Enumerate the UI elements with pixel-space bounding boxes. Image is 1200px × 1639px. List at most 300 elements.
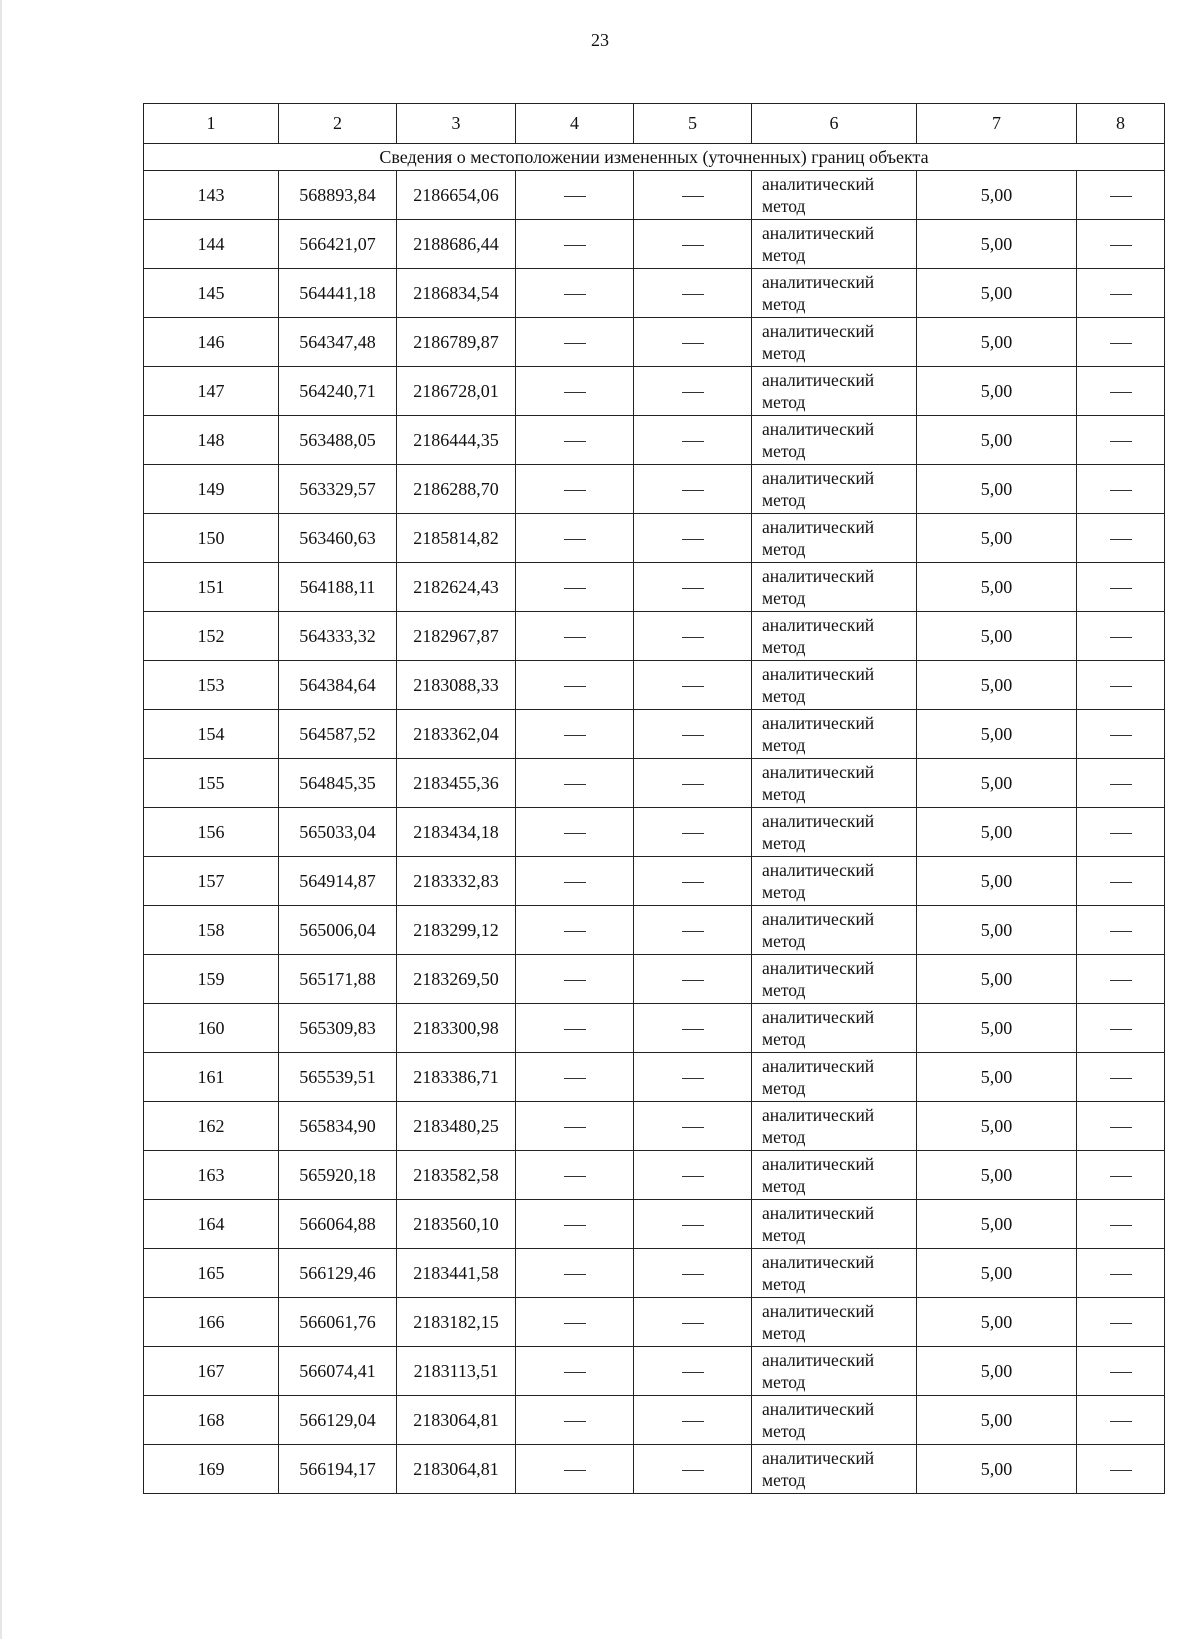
coordinate-y-cell: 2183455,36 [397, 759, 516, 808]
coordinate-x-cell: 568893,84 [279, 171, 397, 220]
column-5-dash-cell [634, 269, 752, 318]
table-row [144, 465, 1165, 514]
point-number-cell: 146 [144, 318, 279, 367]
method-line-2: метод [762, 637, 806, 657]
dash-mark [564, 294, 586, 295]
method-line-1: аналитический [762, 174, 875, 194]
dash-mark [682, 1274, 704, 1275]
accuracy-cell: 5,00 [917, 220, 1077, 269]
column-5-dash-cell [634, 1004, 752, 1053]
method-line-1: аналитический [762, 713, 875, 733]
dash-mark [1110, 686, 1132, 687]
point-number-cell: 158 [144, 906, 279, 955]
dash-mark [564, 1274, 586, 1275]
coordinate-y-cell: 2183182,15 [397, 1298, 516, 1347]
accuracy-cell: 5,00 [917, 269, 1077, 318]
dash-mark [564, 1127, 586, 1128]
coordinate-x-cell: 566421,07 [279, 220, 397, 269]
method-line-2: метод [762, 1470, 806, 1490]
method-cell [752, 710, 917, 759]
method-line-2: метод [762, 833, 806, 853]
column-8-dash-cell [1077, 1396, 1165, 1445]
accuracy-cell: 5,00 [917, 1053, 1077, 1102]
table-row [144, 318, 1165, 367]
coordinate-x-cell: 564347,48 [279, 318, 397, 367]
column-4-dash-cell [516, 906, 634, 955]
method-line-1: аналитический [762, 321, 875, 341]
column-8-dash-cell [1077, 1004, 1165, 1053]
method-line-2: метод [762, 1421, 806, 1441]
point-number-cell: 143 [144, 171, 279, 220]
column-5-dash-cell [634, 1347, 752, 1396]
column-5-dash-cell [634, 759, 752, 808]
column-4-dash-cell [516, 1102, 634, 1151]
method-cell [752, 1151, 917, 1200]
column-header: 7 [917, 104, 1077, 144]
table-row [144, 1445, 1165, 1494]
dash-mark [1110, 833, 1132, 834]
point-number-cell: 166 [144, 1298, 279, 1347]
dash-mark [564, 1029, 586, 1030]
coordinate-y-cell: 2182624,43 [397, 563, 516, 612]
accuracy-cell: 5,00 [917, 1445, 1077, 1494]
dash-mark [1110, 735, 1132, 736]
point-number-cell: 162 [144, 1102, 279, 1151]
accuracy-cell: 5,00 [917, 759, 1077, 808]
accuracy-cell: 5,00 [917, 808, 1077, 857]
table-row [144, 367, 1165, 416]
column-8-dash-cell [1077, 1053, 1165, 1102]
table-row [144, 1200, 1165, 1249]
dash-mark [564, 490, 586, 491]
section-title-row [144, 144, 1165, 171]
column-5-dash-cell [634, 1102, 752, 1151]
column-header: 8 [1077, 104, 1165, 144]
column-5-dash-cell [634, 514, 752, 563]
column-5-dash-cell [634, 1445, 752, 1494]
coordinate-x-cell: 563329,57 [279, 465, 397, 514]
method-cell [752, 759, 917, 808]
coordinate-y-cell: 2183088,33 [397, 661, 516, 710]
coordinate-y-cell: 2186834,54 [397, 269, 516, 318]
dash-mark [564, 588, 586, 589]
coordinate-y-cell: 2186288,70 [397, 465, 516, 514]
coordinate-x-cell: 564914,87 [279, 857, 397, 906]
scan-edge [0, 0, 2, 1639]
column-4-dash-cell [516, 269, 634, 318]
accuracy-cell: 5,00 [917, 1249, 1077, 1298]
table-row [144, 171, 1165, 220]
dash-mark [1110, 441, 1132, 442]
dash-mark [1110, 1029, 1132, 1030]
accuracy-cell: 5,00 [917, 857, 1077, 906]
column-4-dash-cell [516, 710, 634, 759]
coordinate-y-cell: 2182967,87 [397, 612, 516, 661]
dash-mark [682, 882, 704, 883]
point-number-cell: 164 [144, 1200, 279, 1249]
table-row [144, 906, 1165, 955]
dash-mark [564, 686, 586, 687]
column-header: 2 [279, 104, 397, 144]
dash-mark [682, 1470, 704, 1471]
method-line-1: аналитический [762, 615, 875, 635]
method-line-2: метод [762, 343, 806, 363]
column-4-dash-cell [516, 563, 634, 612]
column-4-dash-cell [516, 1004, 634, 1053]
method-line-2: метод [762, 1323, 806, 1343]
dash-mark [564, 1176, 586, 1177]
coordinate-y-cell: 2183480,25 [397, 1102, 516, 1151]
table-row [144, 1151, 1165, 1200]
column-5-dash-cell [634, 1151, 752, 1200]
table-row [144, 612, 1165, 661]
accuracy-cell: 5,00 [917, 612, 1077, 661]
column-8-dash-cell [1077, 465, 1165, 514]
dash-mark [1110, 1274, 1132, 1275]
accuracy-cell: 5,00 [917, 318, 1077, 367]
coordinate-x-cell: 565006,04 [279, 906, 397, 955]
column-4-dash-cell [516, 1151, 634, 1200]
dash-mark [1110, 1127, 1132, 1128]
method-line-1: аналитический [762, 909, 875, 929]
column-4-dash-cell [516, 759, 634, 808]
point-number-cell: 147 [144, 367, 279, 416]
column-4-dash-cell [516, 1298, 634, 1347]
method-line-1: аналитический [762, 1007, 875, 1027]
method-line-2: метод [762, 1078, 806, 1098]
dash-mark [1110, 196, 1132, 197]
dash-mark [564, 980, 586, 981]
column-4-dash-cell [516, 220, 634, 269]
table-row [144, 661, 1165, 710]
dash-mark [1110, 882, 1132, 883]
method-line-2: метод [762, 539, 806, 559]
coordinate-y-cell: 2183560,10 [397, 1200, 516, 1249]
coordinate-y-cell: 2185814,82 [397, 514, 516, 563]
accuracy-cell: 5,00 [917, 955, 1077, 1004]
column-5-dash-cell [634, 1053, 752, 1102]
dash-mark [682, 1029, 704, 1030]
method-cell [752, 269, 917, 318]
dash-mark [564, 735, 586, 736]
column-5-dash-cell [634, 808, 752, 857]
method-cell [752, 1347, 917, 1396]
method-cell [752, 416, 917, 465]
method-cell [752, 171, 917, 220]
dash-mark [682, 1421, 704, 1422]
column-4-dash-cell [516, 1200, 634, 1249]
accuracy-cell: 5,00 [917, 1396, 1077, 1445]
dash-mark [1110, 1372, 1132, 1373]
dash-mark [1110, 637, 1132, 638]
accuracy-cell: 5,00 [917, 416, 1077, 465]
accuracy-cell: 5,00 [917, 1298, 1077, 1347]
accuracy-cell: 5,00 [917, 367, 1077, 416]
method-line-1: аналитический [762, 860, 875, 880]
table-row [144, 220, 1165, 269]
point-number-cell: 156 [144, 808, 279, 857]
method-line-2: метод [762, 1274, 806, 1294]
point-number-cell: 159 [144, 955, 279, 1004]
method-cell [752, 367, 917, 416]
dash-mark [1110, 980, 1132, 981]
column-8-dash-cell [1077, 1200, 1165, 1249]
dash-mark [564, 1372, 586, 1373]
method-line-2: метод [762, 1176, 806, 1196]
column-8-dash-cell [1077, 1151, 1165, 1200]
dash-mark [682, 1372, 704, 1373]
coordinate-x-cell: 566061,76 [279, 1298, 397, 1347]
dash-mark [1110, 392, 1132, 393]
column-8-dash-cell [1077, 1249, 1165, 1298]
coordinate-y-cell: 2186728,01 [397, 367, 516, 416]
column-5-dash-cell [634, 367, 752, 416]
coordinate-x-cell: 566129,46 [279, 1249, 397, 1298]
dash-mark [564, 245, 586, 246]
method-line-2: метод [762, 784, 806, 804]
method-cell [752, 906, 917, 955]
coordinate-y-cell: 2183362,04 [397, 710, 516, 759]
dash-mark [1110, 245, 1132, 246]
method-cell [752, 1249, 917, 1298]
method-cell [752, 1298, 917, 1347]
method-line-2: метод [762, 392, 806, 412]
method-line-1: аналитический [762, 272, 875, 292]
point-number-cell: 152 [144, 612, 279, 661]
method-cell [752, 955, 917, 1004]
column-5-dash-cell [634, 220, 752, 269]
dash-mark [1110, 343, 1132, 344]
column-5-dash-cell [634, 318, 752, 367]
column-8-dash-cell [1077, 416, 1165, 465]
method-line-1: аналитический [762, 1056, 875, 1076]
method-line-2: метод [762, 490, 806, 510]
point-number-cell: 153 [144, 661, 279, 710]
column-8-dash-cell [1077, 1445, 1165, 1494]
column-8-dash-cell [1077, 1298, 1165, 1347]
column-4-dash-cell [516, 514, 634, 563]
accuracy-cell: 5,00 [917, 465, 1077, 514]
coordinate-x-cell: 564441,18 [279, 269, 397, 318]
dash-mark [682, 784, 704, 785]
dash-mark [564, 931, 586, 932]
dash-mark [682, 392, 704, 393]
point-number-cell: 165 [144, 1249, 279, 1298]
dash-mark [564, 1323, 586, 1324]
table-row [144, 1298, 1165, 1347]
table-row [144, 710, 1165, 759]
coordinate-y-cell: 2183300,98 [397, 1004, 516, 1053]
point-number-cell: 149 [144, 465, 279, 514]
column-4-dash-cell [516, 955, 634, 1004]
point-number-cell: 148 [144, 416, 279, 465]
dash-mark [1110, 539, 1132, 540]
accuracy-cell: 5,00 [917, 1347, 1077, 1396]
table-row [144, 416, 1165, 465]
coordinate-x-cell: 565309,83 [279, 1004, 397, 1053]
coordinate-y-cell: 2186444,35 [397, 416, 516, 465]
dash-mark [682, 245, 704, 246]
coordinate-x-cell: 563488,05 [279, 416, 397, 465]
coordinate-x-cell: 566194,17 [279, 1445, 397, 1494]
table-row [144, 269, 1165, 318]
method-line-1: аналитический [762, 762, 875, 782]
column-8-dash-cell [1077, 269, 1165, 318]
column-header: 4 [516, 104, 634, 144]
accuracy-cell: 5,00 [917, 1102, 1077, 1151]
column-5-dash-cell [634, 710, 752, 759]
dash-mark [682, 637, 704, 638]
column-5-dash-cell [634, 563, 752, 612]
method-line-2: метод [762, 294, 806, 314]
column-4-dash-cell [516, 1445, 634, 1494]
point-number-cell: 160 [144, 1004, 279, 1053]
dash-mark [1110, 294, 1132, 295]
method-line-2: метод [762, 1372, 806, 1392]
table-row [144, 1347, 1165, 1396]
column-4-dash-cell [516, 318, 634, 367]
column-header: 6 [752, 104, 917, 144]
column-8-dash-cell [1077, 808, 1165, 857]
dash-mark [1110, 1323, 1132, 1324]
accuracy-cell: 5,00 [917, 1151, 1077, 1200]
method-cell [752, 465, 917, 514]
coordinate-y-cell: 2186789,87 [397, 318, 516, 367]
dash-mark [682, 1225, 704, 1226]
method-cell [752, 1102, 917, 1151]
column-5-dash-cell [634, 955, 752, 1004]
column-8-dash-cell [1077, 710, 1165, 759]
coordinate-y-cell: 2183582,58 [397, 1151, 516, 1200]
method-cell [752, 514, 917, 563]
column-5-dash-cell [634, 1200, 752, 1249]
dash-mark [682, 343, 704, 344]
dash-mark [564, 392, 586, 393]
coordinate-y-cell: 2183441,58 [397, 1249, 516, 1298]
coordinate-y-cell: 2188686,44 [397, 220, 516, 269]
column-5-dash-cell [634, 1396, 752, 1445]
column-4-dash-cell [516, 612, 634, 661]
method-cell [752, 1053, 917, 1102]
method-line-1: аналитический [762, 811, 875, 831]
coordinate-x-cell: 566129,04 [279, 1396, 397, 1445]
point-number-cell: 144 [144, 220, 279, 269]
point-number-cell: 155 [144, 759, 279, 808]
method-line-1: аналитический [762, 664, 875, 684]
method-line-1: аналитический [762, 419, 875, 439]
method-line-2: метод [762, 1225, 806, 1245]
method-cell [752, 1004, 917, 1053]
method-line-1: аналитический [762, 1154, 875, 1174]
coordinate-x-cell: 565539,51 [279, 1053, 397, 1102]
dash-mark [682, 735, 704, 736]
coordinate-x-cell: 564384,64 [279, 661, 397, 710]
dash-mark [682, 931, 704, 932]
method-cell [752, 857, 917, 906]
coordinate-x-cell: 564845,35 [279, 759, 397, 808]
dash-mark [564, 784, 586, 785]
point-number-cell: 157 [144, 857, 279, 906]
coordinate-y-cell: 2186654,06 [397, 171, 516, 220]
coordinate-y-cell: 2183113,51 [397, 1347, 516, 1396]
column-8-dash-cell [1077, 612, 1165, 661]
dash-mark [1110, 1421, 1132, 1422]
section-title: Сведения о местоположении измененных (уточненных) границ объекта [144, 144, 1165, 171]
table-row [144, 857, 1165, 906]
point-number-cell: 167 [144, 1347, 279, 1396]
dash-mark [682, 490, 704, 491]
method-line-1: аналитический [762, 223, 875, 243]
dash-mark [682, 833, 704, 834]
coordinate-x-cell: 564587,52 [279, 710, 397, 759]
coordinates-table [143, 103, 1165, 1494]
method-line-1: аналитический [762, 1350, 875, 1370]
point-number-cell: 168 [144, 1396, 279, 1445]
dash-mark [564, 343, 586, 344]
method-line-1: аналитический [762, 1203, 875, 1223]
column-8-dash-cell [1077, 367, 1165, 416]
dash-mark [682, 1127, 704, 1128]
dash-mark [682, 539, 704, 540]
method-line-1: аналитический [762, 517, 875, 537]
coordinate-y-cell: 2183064,81 [397, 1445, 516, 1494]
dash-mark [682, 441, 704, 442]
column-5-dash-cell [634, 416, 752, 465]
column-8-dash-cell [1077, 906, 1165, 955]
dash-mark [682, 1323, 704, 1324]
table-row [144, 1102, 1165, 1151]
column-8-dash-cell [1077, 857, 1165, 906]
method-cell [752, 220, 917, 269]
column-header: 1 [144, 104, 279, 144]
accuracy-cell: 5,00 [917, 171, 1077, 220]
method-line-2: метод [762, 980, 806, 1000]
dash-mark [1110, 1078, 1132, 1079]
column-4-dash-cell [516, 1053, 634, 1102]
table-row [144, 1249, 1165, 1298]
dash-mark [682, 294, 704, 295]
table-row [144, 1053, 1165, 1102]
column-4-dash-cell [516, 367, 634, 416]
column-header: 5 [634, 104, 752, 144]
method-line-2: метод [762, 735, 806, 755]
column-5-dash-cell [634, 857, 752, 906]
accuracy-cell: 5,00 [917, 1200, 1077, 1249]
coordinate-y-cell: 2183269,50 [397, 955, 516, 1004]
point-number-cell: 145 [144, 269, 279, 318]
method-line-2: метод [762, 441, 806, 461]
dash-mark [564, 833, 586, 834]
table-row [144, 514, 1165, 563]
point-number-cell: 151 [144, 563, 279, 612]
point-number-cell: 163 [144, 1151, 279, 1200]
coordinate-x-cell: 564188,11 [279, 563, 397, 612]
dash-mark [682, 1078, 704, 1079]
dash-mark [564, 637, 586, 638]
column-4-dash-cell [516, 661, 634, 710]
column-8-dash-cell [1077, 759, 1165, 808]
dash-mark [564, 1421, 586, 1422]
dash-mark [682, 686, 704, 687]
column-number-row [144, 104, 1165, 144]
column-4-dash-cell [516, 416, 634, 465]
column-4-dash-cell [516, 1347, 634, 1396]
method-cell [752, 1200, 917, 1249]
method-line-1: аналитический [762, 958, 875, 978]
accuracy-cell: 5,00 [917, 661, 1077, 710]
column-5-dash-cell [634, 661, 752, 710]
column-5-dash-cell [634, 171, 752, 220]
